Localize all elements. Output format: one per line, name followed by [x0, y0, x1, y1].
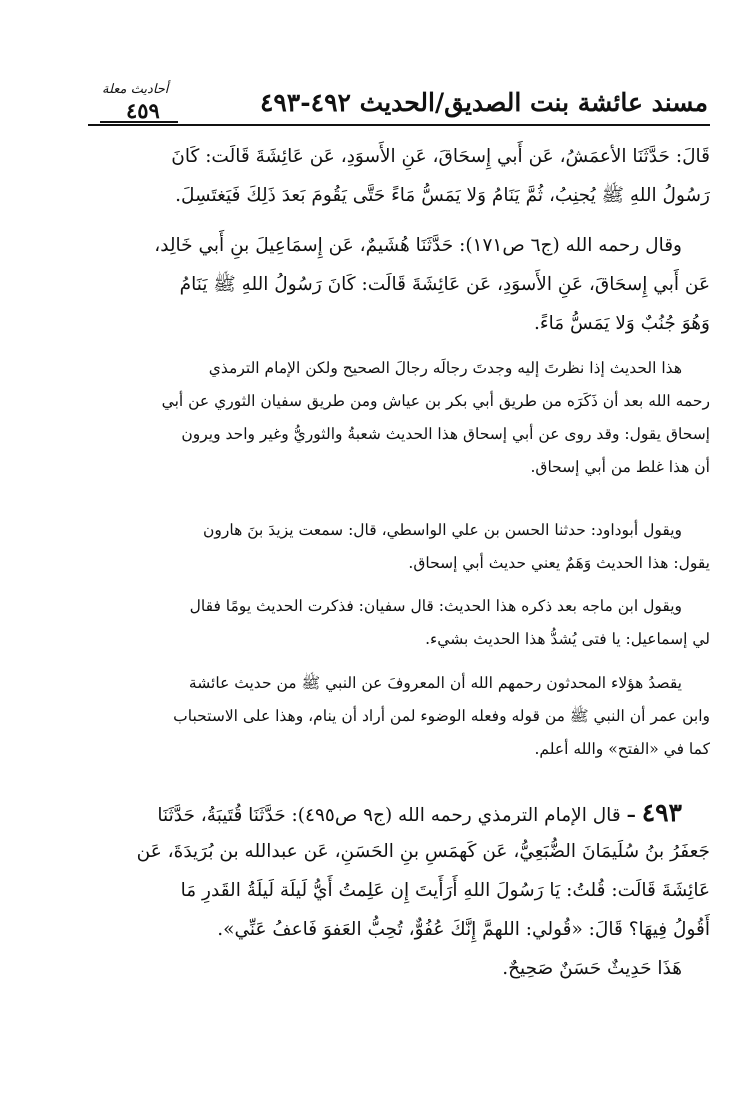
page-number: ٤٥٩	[126, 98, 160, 123]
section-note: أحاديث معلة	[102, 82, 169, 97]
text-line: رحمه الله بعد أن ذَكَرَه من طريق أبي بكر بن عياش ومن طريق سفيان الثوري عن أبي	[161, 392, 710, 410]
text-line: أن هذا غلط من أبي إسحاق.	[530, 458, 710, 476]
hadith-first-line-text: قال الإمام الترمذي رحمه الله (ج٩ ص٤٩٥): حَدَّثَنَا قُتَيبَةُ، حَدَّثَنَا	[157, 805, 621, 826]
text-line: قَالَ: حَدَّثَنَا الأعمَشُ، عَن أَبي إِسحَاقَ، عَنِ الأَسوَدِ، عَن عَائِشَةَ قَالَت: كَانَ	[171, 146, 710, 167]
text-line: لي إسماعيل: يا فتى يُشدُّ هذا الحديث بشيء.	[425, 630, 710, 648]
commentary-paragraph	[86, 667, 710, 766]
text-line: يقول: هذا الحديث وَهَمٌ يعني حديث أبي إسحاق.	[408, 554, 710, 572]
hadith-492-second-chain	[86, 226, 710, 343]
commentary-paragraph	[86, 590, 710, 656]
text-line: كما في «الفتح» والله أعلم.	[534, 740, 710, 758]
running-title: مسند عائشة بنت الصديق/الحديث ٤٩٢-٤٩٣	[259, 88, 708, 117]
text-line: وابن عمر أن النبي ﷺ من قوله وفعله الوضوء لمن أراد أن ينام، وهذا على الاستحباب	[173, 707, 710, 725]
hadith-493	[86, 793, 710, 988]
text-line: أَقُولُ فِيهَا؟ قَالَ: «قُولي: اللهمَّ إِنَّكَ عُفُوٌّ، تُحِبُّ العَفوَ فَاعفُ عَنِّي».	[217, 919, 710, 940]
text-line: وَهُوَ جُنُبٌ وَلا يَمَسُّ مَاءً.	[534, 313, 710, 334]
header-rule	[88, 124, 710, 126]
text-line: وقال رحمه الله (ج٦ ص١٧١): حَدَّثَنَا هُشَيمٌ، عَن إِسمَاعِيلَ بنِ أَبي خَالِد،	[154, 235, 682, 256]
commentary-paragraph	[86, 514, 710, 580]
text-line: جَعفَرُ بنُ سُلَيمَانَ الضُّبَعِيُّ، عَن كَهمَسِ بنِ الحَسَنِ، عَن عبدالله بن بُرَيدَةَ، عَن	[136, 841, 710, 862]
text-line: إسحاق يقول: وقد روى عن أبي إسحاق هذا الحديث شعبةُ والثوريُّ وغير واحد ويرون	[181, 425, 710, 443]
hadith-dash: –	[626, 805, 636, 826]
page-header	[88, 82, 708, 126]
text-line: رَسُولُ اللهِ ﷺ يُجنِبُ، ثُمَّ يَنَامُ وَلا يَمَسُّ مَاءً حَتَّى يَقُومَ بَعدَ ذَلِكَ فَيَغتَسِلَ.	[175, 185, 710, 206]
text-line: هذا الحديث إذا نظرتَ إليه وجدتَ رجالَه رجالَ الصحيح ولكن الإمام الترمذي	[208, 359, 682, 377]
hadith-first-line	[86, 793, 710, 832]
text-line: عَن أَبي إِسحَاقَ، عَنِ الأَسوَدِ، عَن عَائِشَةَ قَالَت: كَانَ رَسُولُ اللهِ ﷺ يَنَامُ	[179, 274, 710, 295]
text-line: ويقول أبوداود: حدثنا الحسن بن علي الواسطي، قال: سمعت يزيدَ بنَ هارون	[203, 521, 682, 539]
text-line: يقصدُ هؤلاء المحدثون رحمهم الله أن المعروفَ عن النبي ﷺ من حديث عائشة	[188, 674, 682, 692]
commentary-paragraph	[86, 352, 710, 484]
page-number-underline	[100, 121, 178, 123]
text-line: عَائِشَةَ قَالَت: قُلتُ: يَا رَسُولَ اللهِ أَرَأَيتَ إِن عَلِمتُ أَيُّ لَيلَة لَيلَةُ القَدرِ مَا	[180, 880, 710, 901]
hadith-number: ٤٩٣	[641, 798, 682, 827]
text-line: ويقول ابن ماجه بعد ذكره هذا الحديث: قال سفيان: فذكرت الحديث يومًا فقال	[189, 597, 682, 615]
text-line: هَذَا حَدِيثٌ حَسَنٌ صَحِيحٌ.	[502, 958, 682, 979]
hadith-492-continued	[86, 137, 710, 215]
